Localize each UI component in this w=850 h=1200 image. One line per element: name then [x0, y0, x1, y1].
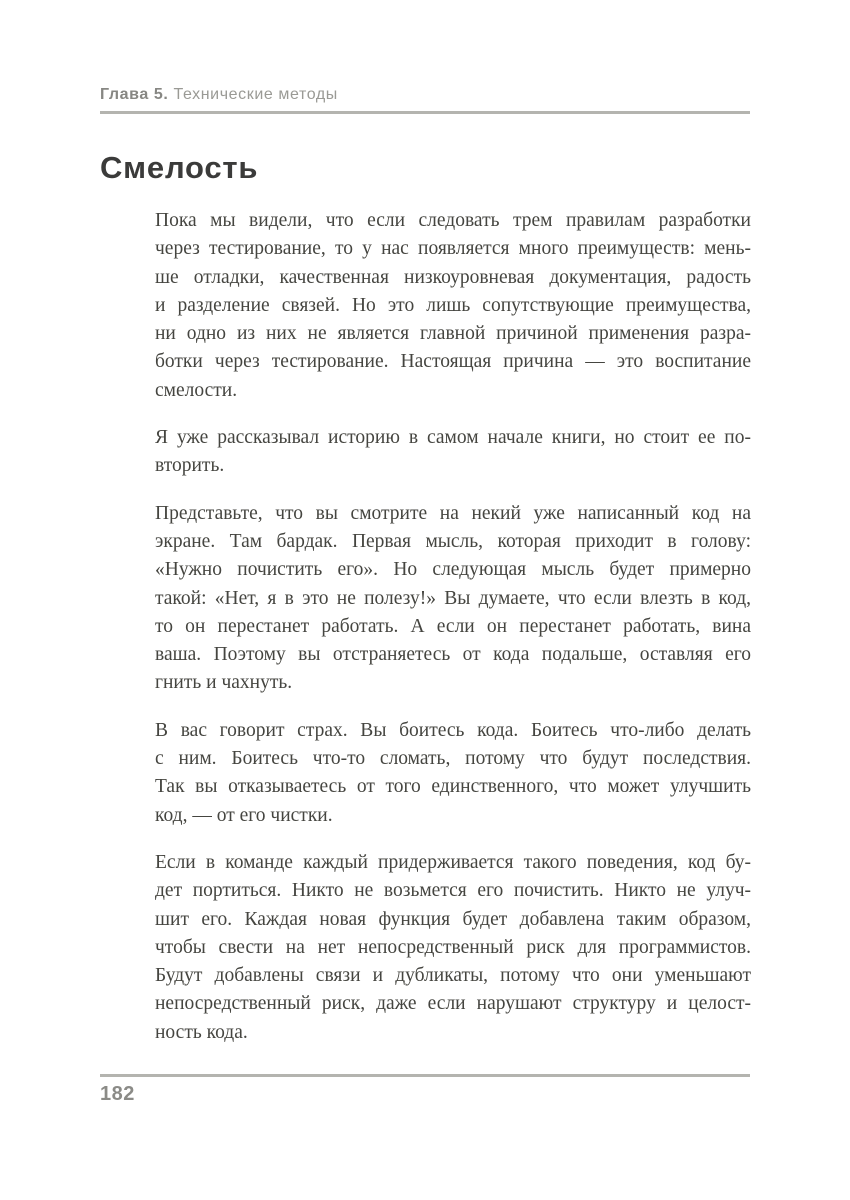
- paragraph: [155, 424, 751, 481]
- text-line: чтобы свести на нет непосредственный риск для программистов.: [155, 936, 751, 958]
- running-head: [100, 86, 750, 104]
- text-line: код, — от его чистки.: [155, 804, 333, 826]
- text-line: экране. Там бардак. Первая мысль, которая приходит в голову:: [155, 530, 751, 552]
- text-line: вторить.: [155, 455, 225, 477]
- footer-rule: [100, 1074, 750, 1077]
- text-line: то он перестанет работать. А если он перестанет работать, вина: [155, 615, 751, 637]
- body-paragraphs: [155, 207, 751, 1066]
- chapter-label: Глава 5.: [100, 86, 169, 103]
- text-line: «Нужно почистить его». Но следующая мысль будет примерно: [155, 559, 751, 581]
- section-heading: Смелость: [100, 150, 259, 185]
- text-line: Я уже рассказывал историю в самом начале книги, но стоит ее по-: [155, 427, 751, 449]
- text-line: Пока мы видели, что если следовать трем правилам разработки: [155, 210, 751, 231]
- paragraph: [155, 500, 751, 698]
- text-line: смелости.: [155, 379, 238, 401]
- text-line: с ним. Боитесь что-то сломать, потому что будут последствия.: [155, 748, 751, 770]
- text-line: Представьте, что вы смотрите на некий уже написанный код на: [155, 502, 751, 524]
- text-line: гнить и чахнуть.: [155, 672, 293, 694]
- text-line: ваша. Поэтому вы отстраняетесь от кода подальше, оставляя его: [155, 644, 751, 666]
- text-line: ни одно из них не является главной причиной применения разра-: [155, 323, 751, 345]
- paragraph: [155, 717, 751, 830]
- text-line: и разделение связей. Но это лишь сопутствующие преимущества,: [155, 294, 751, 316]
- text-line: Так вы отказываетесь от того единственного, что может улучшить: [155, 776, 751, 798]
- chapter-title: Технические методы: [168, 86, 338, 103]
- text-line: такой: «Нет, я в это не полезу!» Вы думаете, что если влезть в код,: [155, 587, 751, 609]
- header-rule: [100, 111, 750, 114]
- text-line: непосредственный риск, даже если нарушают структуру и целост-: [155, 993, 751, 1015]
- text-line: ботки через тестирование. Настоящая причина — это воспитание: [155, 351, 751, 373]
- text-line: Будут добавлены связи и дубликаты, потому что они уменьшают: [155, 965, 751, 987]
- text-line: дет портиться. Никто не возьмется его почистить. Никто не улуч-: [155, 880, 751, 902]
- paragraph: [155, 207, 751, 405]
- text-line: В вас говорит страх. Вы боитесь кода. Боитесь что-либо делать: [155, 719, 751, 741]
- paragraph: [155, 849, 751, 1047]
- text-line: шит его. Каждая новая функция будет добавлена таким образом,: [155, 908, 751, 930]
- text-line: Если в команде каждый придерживается такого поведения, код бу-: [155, 851, 751, 873]
- page-number: 182: [100, 1083, 135, 1105]
- text-line: ность кода.: [155, 1021, 248, 1043]
- text-line: ше отладки, качественная низкоуровневая документация, радость: [155, 266, 751, 288]
- text-line: через тестирование, то у нас появляется много преимуществ: мень-: [155, 238, 751, 260]
